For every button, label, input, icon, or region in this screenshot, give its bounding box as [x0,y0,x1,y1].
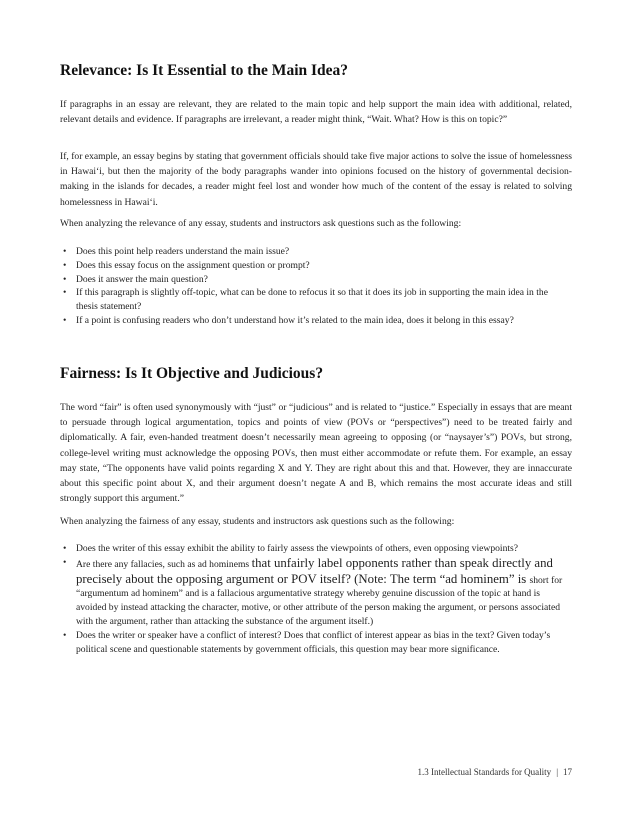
bullet-text-part: Are there any fallacies, such as ad hominems [76,558,252,570]
fairness-paragraph-1: The word “fair” is often used synonymously with “just” or “judicious” and is related to “justice.” Especially in essays that are meant to persuade through logical argumentation, topics and points of view (POVs or “perspectives”) need to be treated fairly and diplomatically. A fair, even-handed treatment doesn’t necessarily mean agreeing to opposing (or “naysayer’s”) POVs, but strong, college-level writing must acknowledge the opposing POVs, then must either accommodate or refute them. For example, an essay may state, “The opponents have valid points regarding X and Y. They are right about this and that. However, they are innaccurate about this specific point about X, and their argument doesn’t negate A and B, which remains the most accurate ideas and still strongly support this argument.” [60,402,572,505]
relevance-question-list [60,245,572,328]
footer-separator: | [556,767,558,777]
list-item: • Does the writer or speaker have a conflict of interest? Does that conflict of interest appear as bias in the text? Given today’s political scene and questionable statements by government officials, this question may bear more significance. [76,629,572,657]
list-item: • If this paragraph is slightly off-topic, what can be done to refocus it so that it does its job in supporting the main idea in the thesis statement? [76,286,572,314]
bullet-text-part-large: that unfairly label opponents rather than speak directly and precisely about the opposing argument or POV itself? (Note: The term “ad hominem” is [76,555,553,586]
bullet-text-part: short for “argumentum ad hominem” and is a fallacious argumentative strategy whereby genuine discussion of the topic at hand is avoided by instead attacking the character, motive, or other attribute of the person making the argument, or persons associated with the argument, rather than attacking the substance of the argument itself.) [76,574,563,627]
list-item [76,556,572,629]
relevance-paragraph-3: When analyzing the relevance of any essay, students and instructors ask questions such as the following: [60,218,462,229]
page-footer [417,767,572,777]
list-item: • If a point is confusing readers who don’t understand how it’s related to the main idea, does it belong in this essay? [76,314,572,328]
list-item: • Does this point help readers understand the main issue? [76,245,572,259]
page-number: 17 [563,767,572,777]
relevance-paragraph-1: If paragraphs in an essay are relevant, they are related to the main topic and help support the main idea with additional, related, relevant details and evidence. If paragraphs are irrelevant, a reader might think, “Wait. What? How is this on topic?” [60,99,572,126]
fairness-question-list [60,542,572,656]
section-heading-relevance: Relevance: Is It Essential to the Main Idea? [60,62,349,79]
fairness-paragraph-2: When analyzing the fairness of any essay, students and instructors ask questions such as the following: [60,516,455,527]
footer-section-title: 1.3 Intellectual Standards for Quality [417,767,552,777]
section-heading-fairness: Fairness: Is It Objective and Judicious? [60,365,324,382]
list-item: • Does the writer of this essay exhibit the ability to fairly assess the viewpoints of others, even opposing viewpoints? [76,542,572,556]
relevance-paragraph-2: If, for example, an essay begins by stating that government officials should take five major actions to solve the issue of homelessness in Hawai‘i, but then the majority of the body paragraphs wander into opinions focused on the history of governmental decision-making in the islands for decades, a reader might feel lost and wonder how much of the content of the essay is related to solving homelessness in Hawai‘i. [60,151,572,208]
list-item: • Does it answer the main question? [76,273,572,287]
list-item: • Does this essay focus on the assignment question or prompt? [76,259,572,273]
